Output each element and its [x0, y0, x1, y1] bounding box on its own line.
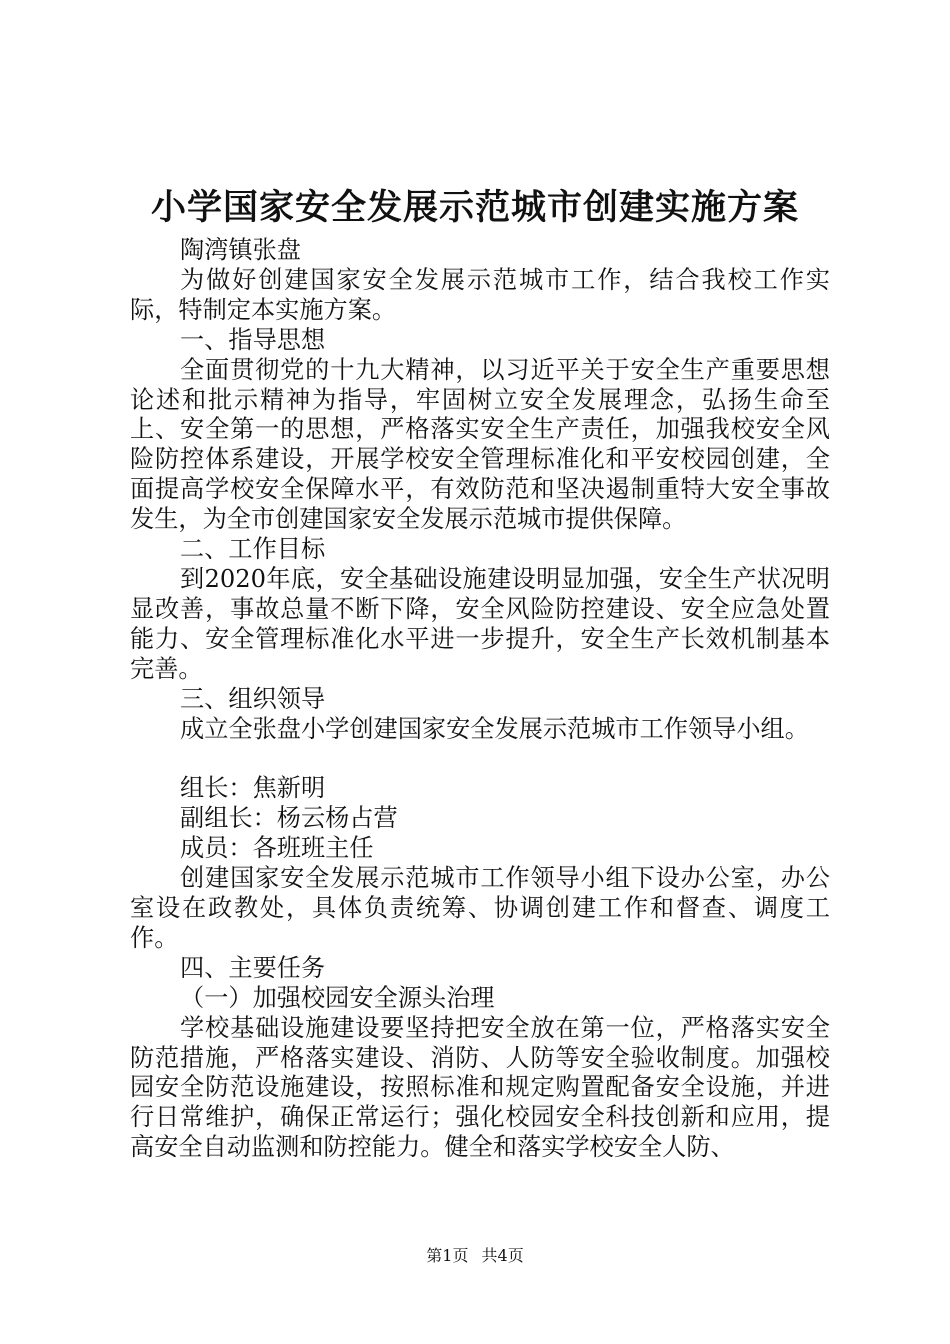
organization-paragraph: 成立全张盘小学创建国家安全发展示范城市工作领导小组。	[180, 714, 809, 743]
source-governance-paragraph: 学校基础设施建设要坚持把安全放在第一位，严格落实安全防范措施，严格落实建设、消防、人防等安全验收制度。加强校园安全防范设施建设，按照标准和规定购置配备安全设施，并进行日常维护，确保正常运行；强化校园安全科技创新和应用，提高安全自动监测和防控能力。健全和落实学校安全人防、	[130, 1013, 830, 1162]
page-total: 共4页	[481, 1246, 524, 1265]
subsection-heading-source-governance: （一）加强校园安全源头治理	[180, 983, 495, 1012]
intro-paragraph: 为做好创建国家安全发展示范城市工作，结合我校工作实际，特制定本实施方案。	[130, 265, 830, 324]
office-paragraph: 创建国家安全发展示范城市工作领导小组下设办公室，办公室设在政教处，具体负责统筹、协调创建工作和督查、调度工作。	[130, 864, 830, 952]
page-number: 第1页	[426, 1246, 469, 1265]
section-heading-main-tasks: 四、主要任务	[180, 953, 326, 982]
document-title: 小学国家安全发展示范城市创建实施方案	[150, 187, 799, 228]
page-footer	[0, 1245, 950, 1267]
section-heading-work-goals: 二、工作目标	[180, 535, 326, 564]
members-line: 成员：各班班主任	[180, 834, 374, 863]
guiding-ideology-paragraph: 全面贯彻党的十九大精神，以习近平关于安全生产重要思想论述和批示精神为指导，牢固树立安全发展理念，弘扬生命至上、安全第一的思想，严格落实安全生产责任，加强我校安全风险防控体系建设，开展学校安全管理标准化和平安校园创建，全面提高学校安全保障水平，有效防范和坚决遏制重特大安全事故发生，为全市创建国家安全发展示范城市提供保障。	[130, 355, 830, 534]
section-heading-organization: 三、组织领导	[180, 684, 326, 713]
document-body	[130, 236, 830, 1163]
deputy-leader-line: 副组长：杨云杨占营	[180, 804, 398, 833]
blank-line	[130, 744, 830, 774]
work-goals-paragraph: 到2020年底，安全基础设施建设明显加强，安全生产状况明显改善，事故总量不断下降，安全风险防控建设、安全应急处置能力、安全管理标准化水平进一步提升，安全生产长效机制基本完善。	[130, 564, 830, 683]
author-line: 陶湾镇张盘	[180, 236, 301, 264]
section-heading-guiding-ideology: 一、指导思想	[180, 325, 326, 354]
group-leader-line: 组长：焦新明	[180, 774, 326, 803]
